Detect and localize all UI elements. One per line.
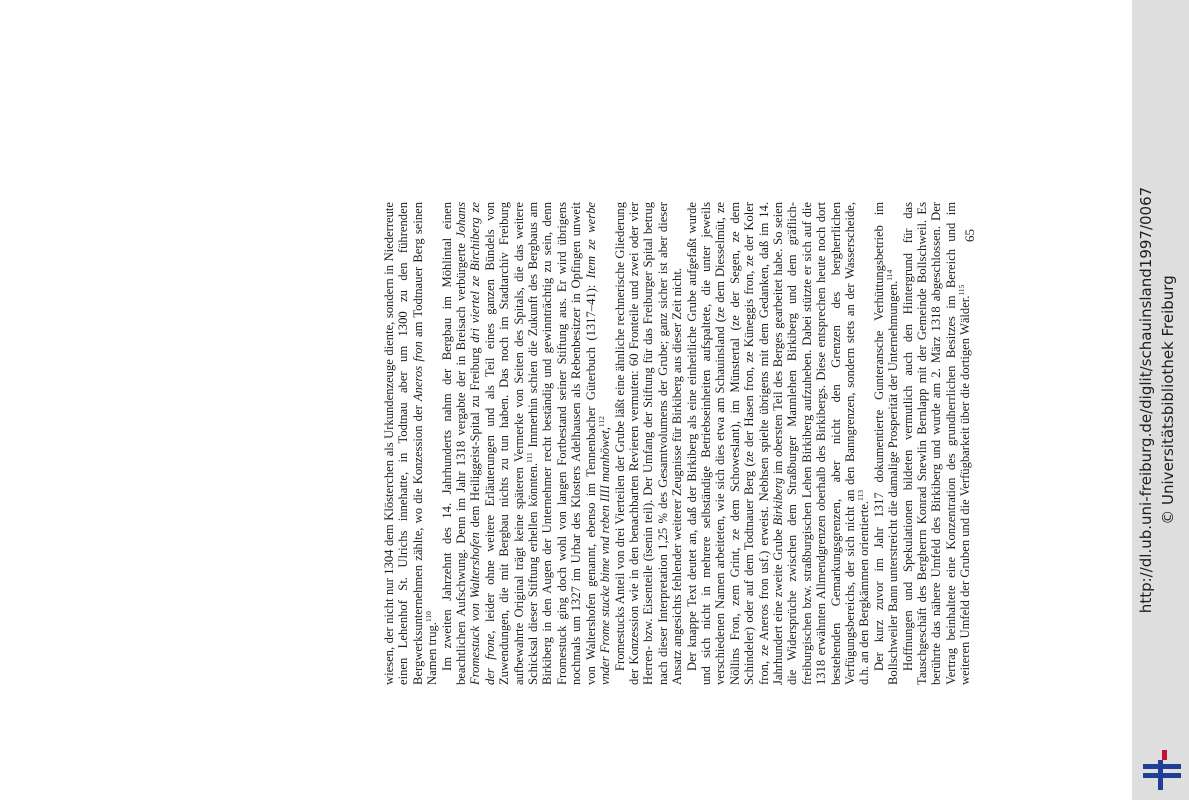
paragraph <box>613 202 685 685</box>
logo-red-mark <box>1162 750 1167 760</box>
text-run: im obersten Teil des Berges gearbeitet habe. So seien die Widersprüche zwischen dem Straßburger Mannlehen Birkiberg und dem gräflich-freiburgischen bzw. straßburgischen Lehen Birkiberg aufzuheben. Dabei stützte er sich auf die 1318 erwähnten Allmendgrenzen oberhalb des Birkibergs. Diese entsprechen heute noch dort bestehenden Gemarkungsgrenzen, aber nicht den Grenzen des bergherrlichen Verfügungsbereichs, der sich nicht an den Banngrenzen, sondern stets an der Wasserscheide, d.h. an den Bergkämmen orientierte. <box>770 202 872 685</box>
footnote-marker: 112 <box>596 416 606 428</box>
footnote-marker: 115 <box>957 284 967 296</box>
paragraph <box>685 202 872 685</box>
rotated-page-content <box>209 10 977 790</box>
footnote-marker: 111 <box>524 452 534 463</box>
paragraph <box>901 202 973 685</box>
italic-text: Birkiberg <box>770 477 785 526</box>
sidebar-caption <box>1131 0 1189 800</box>
text-run: , leider ohne weitere Erläuterungen und als Teil eines ganzen Bündels von Zuwendungen, die mit Bergbau nichts zu tun haben. Das noch im Stadtarchiv Freiburg aufbewahrte Original trägt keine späteren Vermerke von Seiten des Spitals, die das weitere Schicksal dieser Stiftung erhellen könnten. <box>482 202 541 685</box>
text-run: am Todtnauer Berg seinen Namen trug. <box>410 201 440 685</box>
text-run: Der kurz zuvor im Jahr 1317 dokumentierte Gunteransche Verhüttungsbetrieb im Bollschweiler Bann unterstreicht die damalige Prosperität der Unternehmungen. <box>871 202 901 685</box>
text-run: Im zweiten Jahrzehnt des 14. Jahrhunderts nahm der Bergbau im Möhlintal einen beachtlichen Aufschwung. Denn im Jahr 1318 vergabte der in Breisach verbürgerte <box>439 202 469 685</box>
text-run: Der knappe Text deutet an, daß der Birkiberg als eine einheitliche Grube aufgefaßt wurde und sich nicht in mehrere selbständige Betriebseinheiten aufspaltete, die unter jeweils verschiedenen Namen arbeiteten, wie sich dies etwa am Schauinsland (ze dem Diesselmüt, ze Nöllins Fron, zem Grint, ze dem Schoweslant), im Münstertal (ze der Segen, ze dem Schindeler) oder auf dem Todtnauer Berg (ze der Hasen fron, ze Küneggis fron, ze der Koler fron, ze Aneros fron usf.) erweist. Nebhsen spielte übrigens mit dem Gedanken, daß im 14. Jahrhundert eine zweite Grube <box>684 202 785 685</box>
italic-text: Item ze werbe vnder Frome stucke bime vnd reben IIII manhöwet, <box>583 202 613 685</box>
footnote-marker: 114 <box>885 269 895 281</box>
source-url[interactable]: http://dl.ub.uni-freiburg.de/diglit/schauinsland1997/0067 <box>1136 186 1155 614</box>
paragraph <box>440 202 613 685</box>
paragraph <box>382 202 440 685</box>
italic-text: dri viertel ze Birchiberg ze der frone <box>468 202 497 685</box>
copyright-notice: © Universitätsbibliothek Freiburg <box>1158 275 1177 525</box>
logo-blue-stem <box>1158 760 1163 790</box>
footnote-marker: 113 <box>856 489 866 501</box>
ub-freiburg-logo-icon <box>1140 748 1184 792</box>
text-run: Fromestucks Anteil von drei Vierteilen der Grube läßt eine ähnliche rechnerische Gliederung der Konzession wie in den benachbarten Revieren vermuten: 60 Fronteile und zwei oder vier Herren- bzw. Eisenteile (îsenin teil). Der Umfang der Stiftung für das Freiburger Spital betrug nach dieser Interpretation 1,25 % des Gesamtvolumens der Grube; ganz sicher ist aber dieser Ansatz angesichts fehlender weiterer Zeugnisse für Birkiberg aus dieser Zeit nicht. <box>612 202 685 685</box>
body-text <box>382 202 973 685</box>
italic-text: Aneros fron <box>410 341 425 402</box>
text-run: Immerhin schien die Zukunft des Bergbaus am Birkiberg in den Augen der Unternehmer recht beständig und gewinnträchtig zu sein, denn Fromestuck ging doch wohl von langen Fortbestand seiner Stiftung aus. Er wird übrigens nochmals um 1327 im Urbar des Klosters Adelhausen als Rebenbesitzer in Opfingen unweit von Waltershofen genannt, ebenso im Tennenbacher Güterbuch (1317–41): <box>526 202 598 685</box>
paragraph <box>872 202 901 685</box>
viewer-sidebar <box>1132 0 1189 800</box>
text-run: dem Heiliggeist-Spital zu Freiburg <box>468 342 483 533</box>
footnote-marker: 110 <box>424 611 434 623</box>
page-number: 65 <box>962 229 977 242</box>
italic-text: Johans Fromestuck von Waltershofen <box>454 202 483 685</box>
text-run: wiesen, der nicht nur 1304 dem Klösterchen als Urkundenzeuge diente, sondern in Niederreute einen Lehenhof St. Ulrichs innehatte, in Todtnau aber um 1300 zu den führenden Bergwerksunternehmen zählte, wo die Konzession der <box>382 202 425 685</box>
text-run: Hoffnungen und Spekulationen bildeten vermutlich auch den Hintergrund für das Tauschgeschäft des Bergherrn Konrad Snewlin Bernlapp mit der Gemeinde Bollschweil. Es berührte das nähere Umfeld des Birkiberg und wurde am 2. März 1318 abgeschlossen. Der Vertrag beinhaltete eine Konzentration des grundherrlichen Besitzes im Bereich und im weiteren Umfeld der Gruben und die Verfügbarkeit über die dortigen Wälder. <box>900 202 973 685</box>
